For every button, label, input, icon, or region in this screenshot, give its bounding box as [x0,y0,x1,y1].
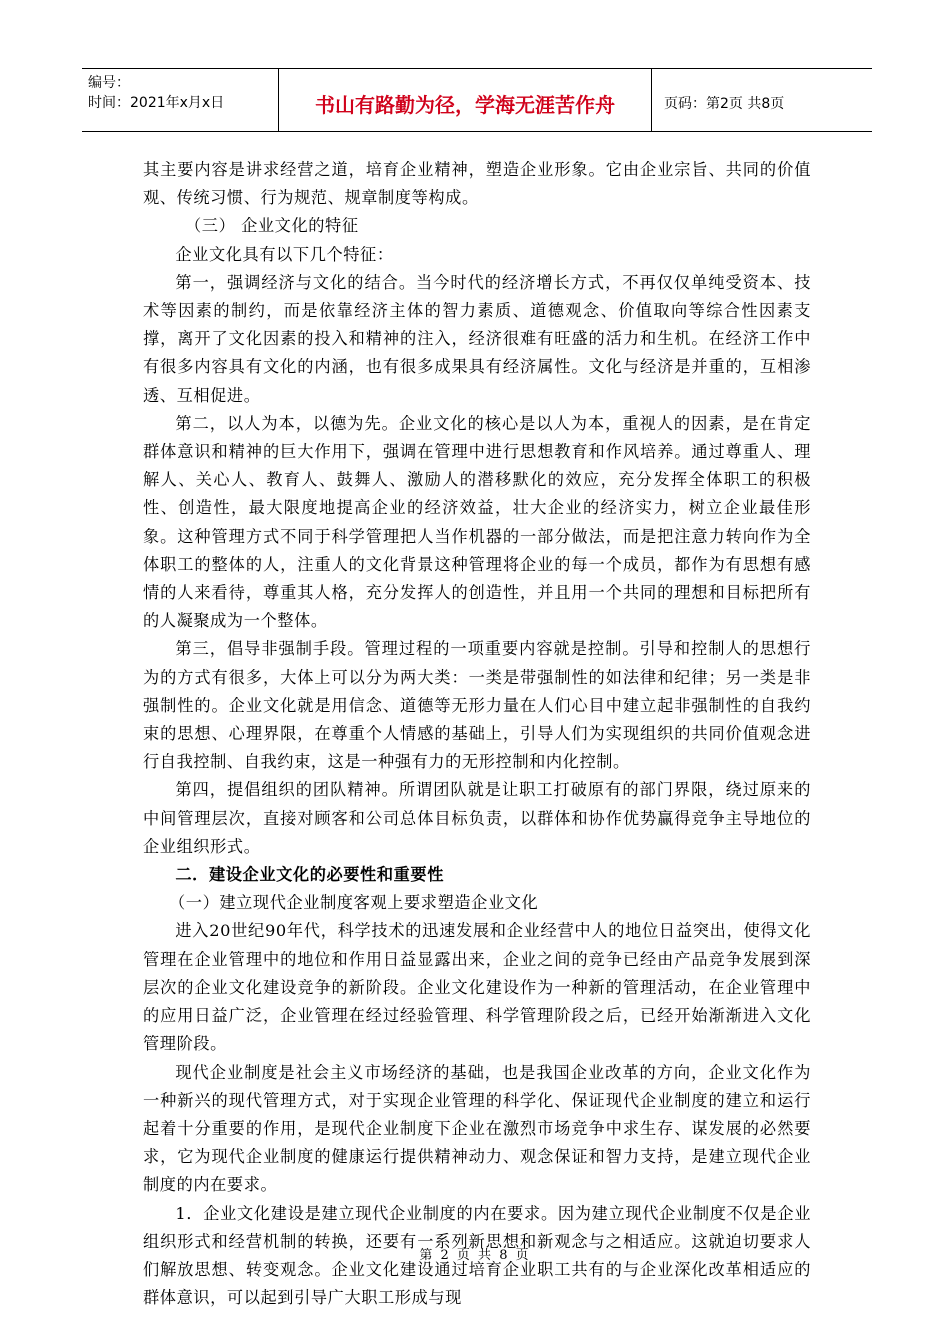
paragraph-feature-1: 第一，强调经济与文化的结合。当今时代的经济增长方式，不再仅仅单纯受资本、技术等因素的制约，而是依靠经济主体的智力素质、道德观念、价值取向等综合性因素支撑，离开了文化因素的投入和精神的注入，经济很难有旺盛的活力和生机。在经济工作中有很多内容具有文化的内涵，也有很多成果具有经济属性。文化与经济是并重的，互相渗透、互相促进。 [143,272,811,405]
header-motto: 书山有路勤为径，学海无涯苦作舟 [278,69,652,131]
header-page-info: 页码：第2页 共8页 [664,96,785,112]
paragraph-features-lead: 企业文化具有以下几个特征： [175,244,394,264]
document-date: 时间：2021年x月x日 [88,95,225,111]
page-header [82,68,872,132]
section-heading-modern-enterprise: （一）建立现代企业制度客观上要求塑造企业文化 [169,893,539,913]
paragraph-feature-4: 第四，提倡组织的团队精神。所谓团队就是让职工打破原有的部门界限，绕过原来的中间管理层次，直接对顾客和公司总体目标负责，以群体和协作优势赢得竞争主导地位的企业组织形式。 [143,780,811,856]
paragraph-feature-2: 第二，以人为本，以德为先。企业文化的核心是以人为本，重视人的因素，是在肯定群体意识和精神的巨大作用下，强调在管理中进行思想教育和作风培养。通过尊重人、理解人、关心人、教育人、鼓舞人、激励人的潜移默化的效应，充分发挥全体职工的积极性、创造性，最大限度地提高企业的经济效益，壮大企业的经济实力，树立企业最佳形象。这种管理方式不同于科学管理把人当作机器的一部分做法，而是把注意力转向作为全体职工的整体的人，注重人的文化背景这种管理将企业的每一个成员，都作为有思想有感情的人来看待，尊重其人格，充分发挥人的创造性，并且用一个共同的理想和目标把所有的人凝聚成为一个整体。 [143,413,811,631]
header-meta [82,69,278,131]
section-heading-features: （三） 企业文化的特征 [185,216,359,236]
page-footer: 第 2 页 共 8 页 [419,1248,531,1263]
chapter-heading-necessity: 二．建设企业文化的必要性和重要性 [175,865,444,885]
paragraph-intro: 其主要内容是讲求经营之道，培育企业精神，塑造企业形象。它由企业宗旨、共同的价值观、传统习惯、行为规范、规章制度等构成。 [143,160,811,208]
paragraph-modern-system: 现代企业制度是社会主义市场经济的基础，也是我国企业改革的方向，企业文化作为一种新兴的现代管理方式，对于实现企业管理的科学化、保证现代企业制度的建立和运行起着十分重要的作用，是现代企业制度下企业在激烈市场竞争中求生存、谋发展的必然要求，它为现代企业制度的健康运行提供精神动力、观念保证和智力支持，是建立现代企业制度的内在要求。 [143,1062,811,1195]
document-body [143,156,811,1312]
paragraph-point-1: 1．企业文化建设是建立现代企业制度的内在要求。因为建立现代企业制度不仅是企业组织形式和经营机制的转换，还要有一系列新思想和新观念与之相适应。这就迫切要求人们解放思想、转变观念。企业文化建设通过培育企业职工共有的与企业深化改革相适应的群体意识，可以起到引导广大职工形成与现 [143,1203,811,1308]
document-number-label: 编号： [88,75,130,91]
paragraph-1990s: 进入20世纪90年代，科学技术的迅速发展和企业经营中人的地位日益突出，使得文化管理在企业管理中的地位和作用日益显露出来，企业之间的竞争已经由产品竞争发展到深层次的企业文化建设竞争的新阶段。企业文化建设作为一种新的管理活动，在企业管理中的应用日益广泛，企业管理在经过经验管理、科学管理阶段之后，已经开始渐渐进入文化管理阶段。 [143,921,811,1054]
paragraph-feature-3: 第三，倡导非强制手段。管理过程的一项重要内容就是控制。引导和控制人的思想行为的方式有很多，大体上可以分为两大类：一类是带强制性的如法律和纪律；另一类是非强制性的。企业文化就是用信念、道德等无形力量在人们心目中建立起非强制性的自我约束的思想、心理界限，在尊重个人情感的基础上，引导人们为实现组织的共同价值观念进行自我控制、自我约束，这是一种强有力的无形控制和内化控制。 [143,639,811,772]
